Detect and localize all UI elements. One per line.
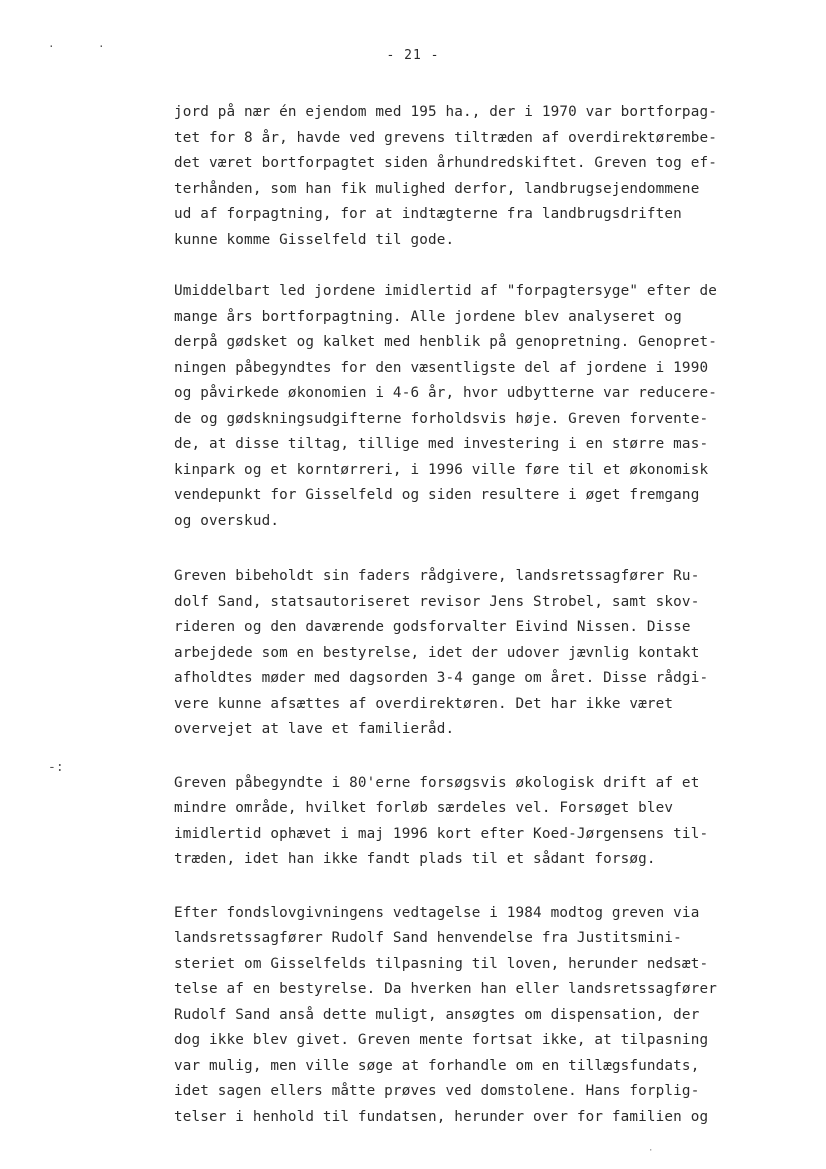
text-line: telser i henhold til fundatsen, herunder over for familien og [174,1108,709,1125]
text-line: det været bortforpagtet siden århundredskiftet. Greven tog ef- [174,155,717,171]
text-line: dog ikke blev givet. Greven mente fortsat ikke, at tilpasning [174,1032,709,1048]
paragraph-3 [174,564,794,743]
text-line: arbejdede som en bestyrelse, idet der udover jævnlig kontakt [174,644,700,661]
text-line: landsretssagfører Rudolf Sand henvendelse fra Justitsmini- [174,930,682,946]
text-line: vere kunne afsættes af overdirektøren. Det har ikke været [174,695,674,712]
text-line: ud af forpagtning, for at indtægterne fra landbrugsdriften [174,206,682,222]
text-line: derpå gødsket og kalket med henblik på genopretning. Genopret- [174,334,717,350]
text-line: idet sagen ellers måtte prøves ved domstolene. Hans forplig- [174,1083,700,1099]
margin-mark-bottom: · [648,1146,654,1156]
body-text [174,100,794,1160]
page-number: - 21 - [386,48,440,63]
text-line: imidlertid ophævet i maj 1996 kort efter Koed-Jørgensens til- [174,825,709,842]
margin-mark-top-left-a: · [48,40,55,53]
text-line: steriet om Gisselfelds tilpasning til loven, herunder nedsæt- [174,955,709,972]
margin-mark-top-left-b: · [98,40,105,53]
text-line: dolf Sand, statsautoriseret revisor Jens Strobel, samt skov- [174,593,700,610]
text-line: de og gødskningsudgifterne forholdsvis høje. Greven forvente- [174,410,709,427]
text-line: jord på nær én ejendom med 195 ha., der i 1970 var bortforpag- [174,104,717,120]
text-line: rideren og den daværende godsforvalter Eivind Nissen. Disse [174,619,691,635]
text-line: terhånden, som han fik mulighed derfor, landbrugsejendommene [174,180,700,197]
paragraph-2 [174,279,794,534]
text-line: kinpark og et korntørreri, i 1996 ville føre til et økonomisk [174,461,709,478]
text-line: kunne komme Gisselfeld til gode. [174,231,455,248]
text-line: Rudolf Sand anså dette muligt, ansøgtes om dispensation, der [174,1006,700,1023]
text-line: de, at disse tiltag, tillige med investering i en større mas- [174,436,709,452]
text-line: tet for 8 år, havde ved grevens tiltræden af overdirektørembe- [174,129,717,146]
paragraph-1 [174,100,794,253]
text-line: og påvirkede økonomien i 4-6 år, hvor udbytterne var reducere- [174,385,717,401]
text-line: vendepunkt for Gisselfeld og siden resultere i øget fremgang [174,487,700,503]
text-line: ningen påbegyndtes for den væsentligste del af jordene i 1990 [174,359,709,376]
text-line: Umiddelbart led jordene imidlertid af "forpagtersyge" efter de [174,283,717,299]
paragraph-5 [174,901,794,1131]
text-line: telse af en bestyrelse. Da hverken han eller landsretssagfører [174,981,717,997]
text-line: mange års bortforpagtning. Alle jordene blev analyseret og [174,308,682,325]
text-line: træden, idet han ikke fandt plads til et sådant forsøg. [174,851,656,867]
text-line: mindre område, hvilket forløb særdeles vel. Forsøget blev [174,800,674,816]
text-line: var mulig, men ville søge at forhandle om en tillægsfundats, [174,1057,700,1074]
text-line: Efter fondslovgivningens vedtagelse i 1984 modtog greven via [174,904,700,921]
text-line: overvejet at lave et familieråd. [174,721,455,737]
text-line: og overskud. [174,512,280,529]
text-line: Greven bibeholdt sin faders rådgivere, landsretssagfører Ru- [174,568,700,584]
text-line: Greven påbegyndte i 80'erne forsøgsvis økologisk drift af et [174,774,700,791]
paragraph-4 [174,771,794,873]
margin-mark-left-mid: -: [48,760,64,775]
text-line: afholdtes møder med dagsorden 3-4 gange om året. Disse rådgi- [174,670,709,686]
